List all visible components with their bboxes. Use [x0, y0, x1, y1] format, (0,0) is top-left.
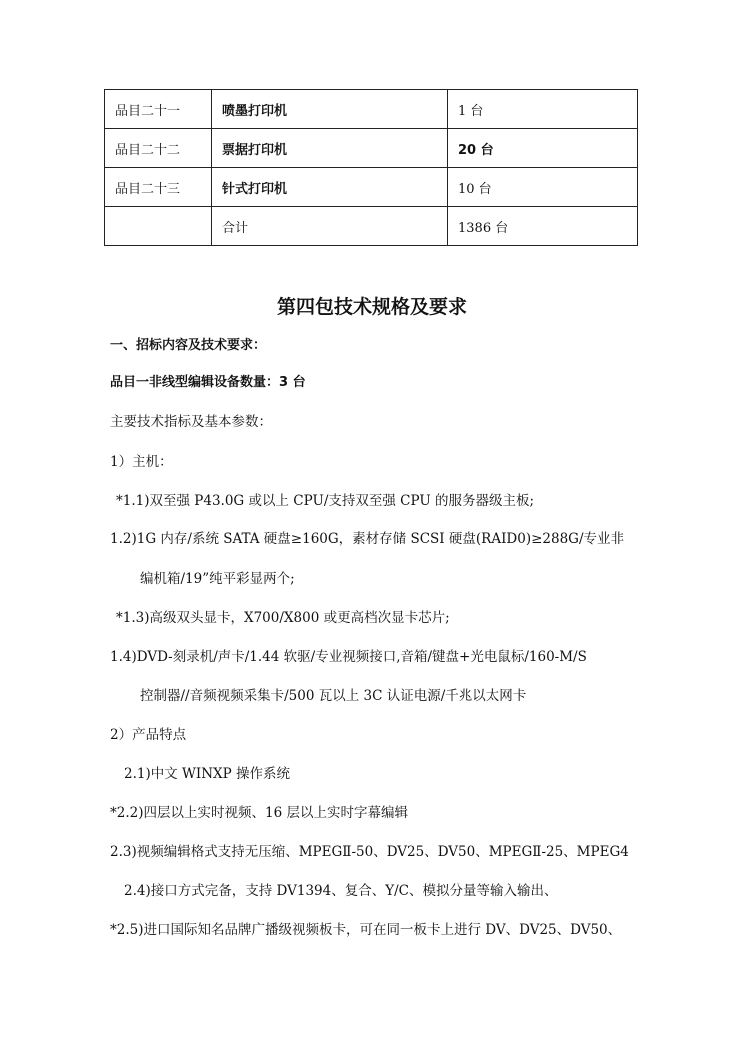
name-cell: 票据打印机 — [212, 129, 448, 168]
name-cell: 喷墨打印机 — [212, 90, 448, 129]
text-line: 编机箱/19”纯平彩显两个; — [140, 571, 295, 587]
name-cell: 合计 — [212, 207, 448, 246]
table-row — [105, 90, 638, 129]
text-line: 2.3)视频编辑格式支持无压缩、MPEGⅡ-50、DV25、DV50、MPEGⅡ-25、MPEG4 — [110, 844, 629, 860]
item-cell: 品目二十三 — [105, 168, 212, 207]
item-title: 品目一非线型编辑设备数量：3 台 — [110, 375, 306, 390]
text-line: *2.2)四层以上实时视频、16 层以上实时字幕编辑 — [110, 805, 408, 821]
text-line: 1.2)1G 内存/系统 SATA 硬盘≥160G，素材存储 SCSI 硬盘(RAID0)≥288G/专业非 — [110, 531, 625, 547]
section-heading: 第四包技术规格及要求 — [276, 296, 467, 318]
items-table — [104, 89, 638, 246]
text-line: 2）产品特点 — [110, 727, 187, 743]
item-cell — [105, 207, 212, 246]
qty-cell: 1386 台 — [448, 207, 638, 246]
item-cell: 品目二十一 — [105, 90, 212, 129]
text-line: 2.1)中文 WINXP 操作系统 — [124, 766, 291, 782]
table-row — [105, 129, 638, 168]
text-line: 2.4)接口方式完备，支持 DV1394、复合、Y/C、模拟分量等输入输出、 — [124, 883, 558, 899]
table-row — [105, 207, 638, 246]
text-line: 1）主机： — [110, 454, 173, 470]
text-line: 主要技术指标及基本参数： — [110, 414, 272, 430]
text-line: *2.5)进口国际知名品牌广播级视频板卡，可在同一板卡上进行 DV、DV25、DV50、 — [110, 922, 622, 938]
text-line: *1.1)双至强 P43.0G 或以上 CPU/支持双至强 CPU 的服务器级主板; — [116, 493, 535, 509]
section-title: 一、招标内容及技术要求： — [110, 338, 267, 353]
name-cell: 针式打印机 — [212, 168, 448, 207]
item-cell: 品目二十二 — [105, 129, 212, 168]
text-line: 1.4)DVD-刻录机/声卡/1.44 软驱/专业视频接口,音箱/键盘+光电鼠标/160-M/S — [110, 649, 587, 665]
text-line: *1.3)高级双头显卡，X700/X800 或更高档次显卡芯片; — [116, 610, 450, 626]
qty-cell: 20 台 — [448, 129, 638, 168]
table-row — [105, 168, 638, 207]
text-line: 控制器//音频视频采集卡/500 瓦以上 3C 认证电源/千兆以太网卡 — [140, 688, 527, 704]
qty-cell: 1 台 — [448, 90, 638, 129]
qty-cell: 10 台 — [448, 168, 638, 207]
